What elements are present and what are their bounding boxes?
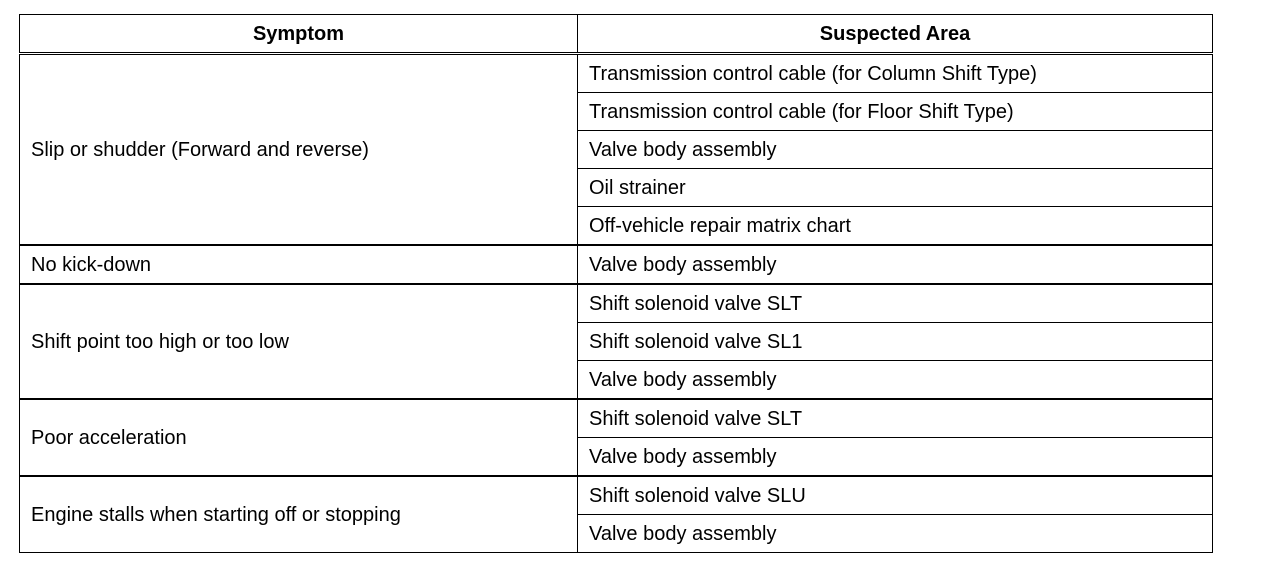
suspected-area-cell: Shift solenoid valve SLT	[578, 399, 1213, 438]
suspected-area-cell: Oil strainer	[578, 169, 1213, 207]
suspected-area-column-header: Suspected Area	[578, 15, 1213, 54]
table-row	[20, 476, 1213, 515]
symptom-cell: Poor acceleration	[20, 399, 578, 476]
table-row	[20, 245, 1213, 284]
suspected-area-cell: Shift solenoid valve SL1	[578, 323, 1213, 361]
table-header-row	[20, 15, 1213, 54]
suspected-area-cell: Valve body assembly	[578, 361, 1213, 400]
table-row	[20, 54, 1213, 93]
symptom-column-header: Symptom	[20, 15, 578, 54]
suspected-area-cell: Shift solenoid valve SLT	[578, 284, 1213, 323]
suspected-area-cell: Transmission control cable (for Column Shift Type)	[578, 54, 1213, 93]
symptom-cell: Engine stalls when starting off or stopping	[20, 476, 578, 553]
table-row	[20, 284, 1213, 323]
suspected-area-cell: Valve body assembly	[578, 131, 1213, 169]
symptom-cell: No kick-down	[20, 245, 578, 284]
symptom-table	[19, 14, 1213, 553]
table-row	[20, 399, 1213, 438]
symptom-cell: Shift point too high or too low	[20, 284, 578, 399]
suspected-area-cell: Shift solenoid valve SLU	[578, 476, 1213, 515]
suspected-area-cell: Off-vehicle repair matrix chart	[578, 207, 1213, 246]
suspected-area-cell: Valve body assembly	[578, 515, 1213, 553]
symptom-cell: Slip or shudder (Forward and reverse)	[20, 54, 578, 246]
suspected-area-cell: Valve body assembly	[578, 438, 1213, 477]
suspected-area-cell: Transmission control cable (for Floor Shift Type)	[578, 93, 1213, 131]
suspected-area-cell: Valve body assembly	[578, 245, 1213, 284]
